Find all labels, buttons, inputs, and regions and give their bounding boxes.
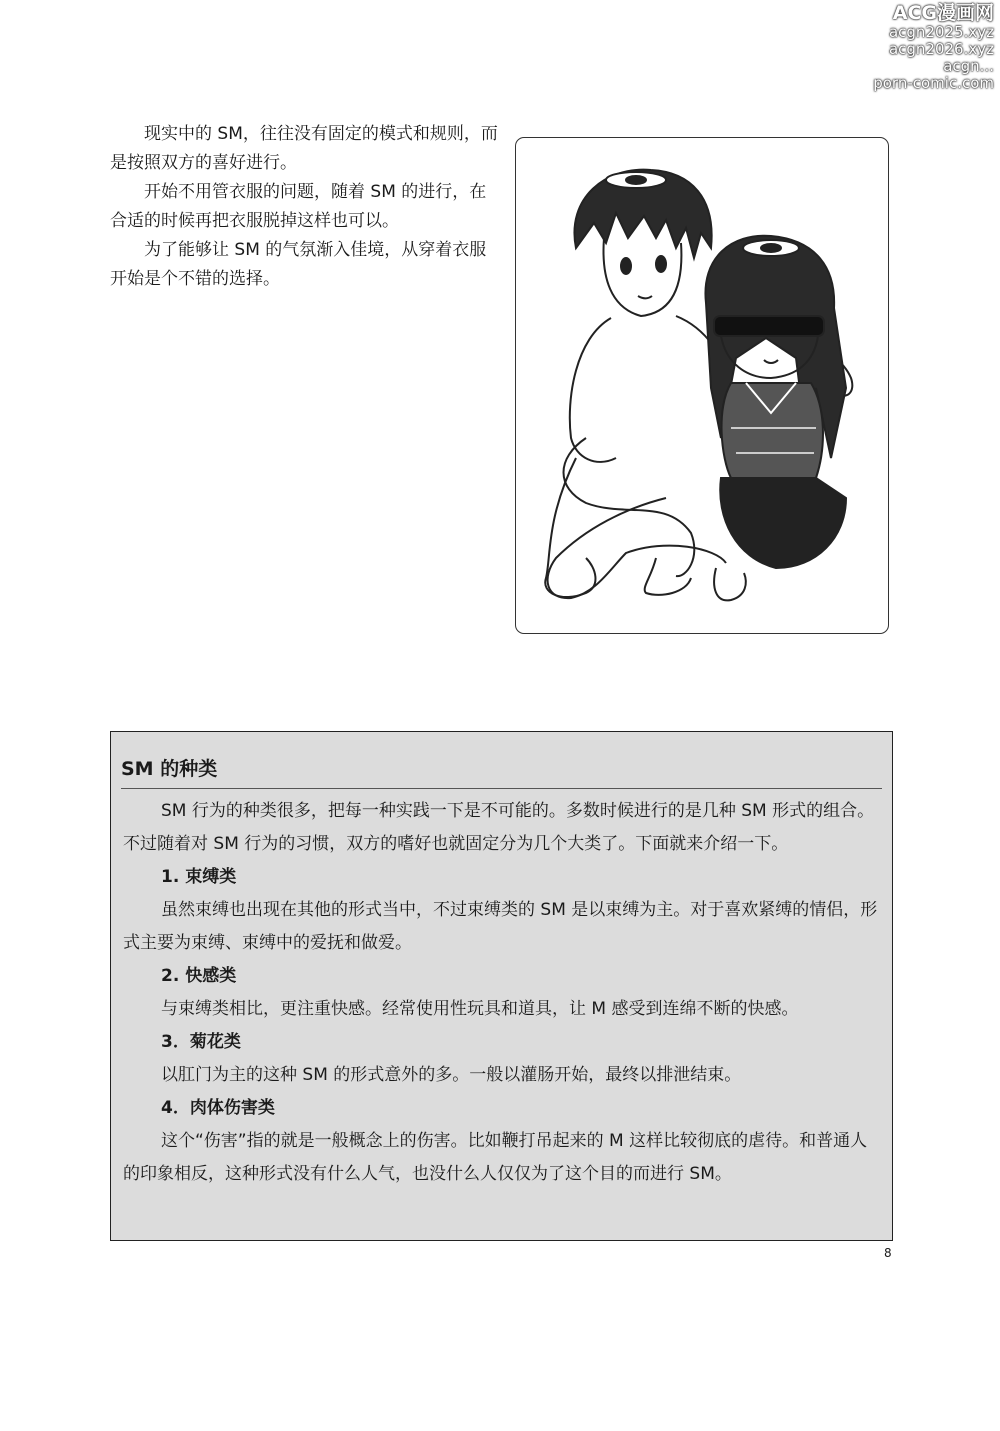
intro-paragraph: 为了能够让 SM 的气氛渐入佳境，从穿着衣服开始是个不错的选择。: [110, 240, 487, 289]
watermark-title: ACG漫画网: [892, 2, 994, 24]
section-heading: 1. 束缚类: [161, 867, 237, 887]
box-intro: SM 行为的种类很多，把每一种实践一下是不可能的。多数时候进行的是几种 SM 形式的组合。不过随着对 SM 行为的习惯，双方的嗜好也就固定分为几个大类了。下面就来介绍一下。: [123, 801, 875, 854]
watermark-line: porn-comic.com: [873, 74, 994, 92]
watermark-line: acgn2025.xyz: [888, 23, 994, 41]
illustration-drawing: [516, 138, 888, 633]
box-body: [123, 795, 883, 1191]
watermark: [844, 2, 994, 92]
section-text: 与束缚类相比，更注重快感。经常使用性玩具和道具，让 M 感受到连绵不断的快感。: [161, 999, 799, 1019]
section-text: 这个“伤害”指的就是一般概念上的伤害。比如鞭打吊起来的 M 这样比较彻底的虐待。和普通人的印象相反，这种形式没有什么人气，也没什么人仅仅为了这个目的而进行 SM。: [123, 1131, 868, 1184]
info-box: [110, 731, 893, 1241]
section-text: 虽然束缚也出现在其他的形式当中，不过束缚类的 SM 是以束缚为主。对于喜欢紧缚的情侣，形式主要为束缚、束缚中的爱抚和做爱。: [123, 900, 878, 953]
section-heading: 3．菊花类: [161, 1032, 241, 1052]
section-text: 以肛门为主的这种 SM 的形式意外的多。一般以灌肠开始，最终以排泄结束。: [161, 1065, 742, 1085]
intro-paragraph: 现实中的 SM，往往没有固定的模式和规则，而是按照双方的喜好进行。: [110, 124, 498, 173]
section-heading: 4．肉体伤害类: [161, 1098, 275, 1118]
title-divider: [121, 788, 882, 789]
intro-text: [110, 120, 500, 294]
section-heading: 2. 快感类: [161, 966, 237, 986]
page-number: 8: [884, 1246, 892, 1260]
watermark-line: acgn2026.xyz: [888, 40, 994, 58]
illustration-panel: [515, 137, 889, 634]
watermark-line: acgn...: [943, 57, 994, 75]
intro-paragraph: 开始不用管衣服的问题，随着 SM 的进行，在合适的时候再把衣服脱掉这样也可以。: [110, 182, 487, 231]
box-title: SM 的种类: [121, 758, 218, 780]
